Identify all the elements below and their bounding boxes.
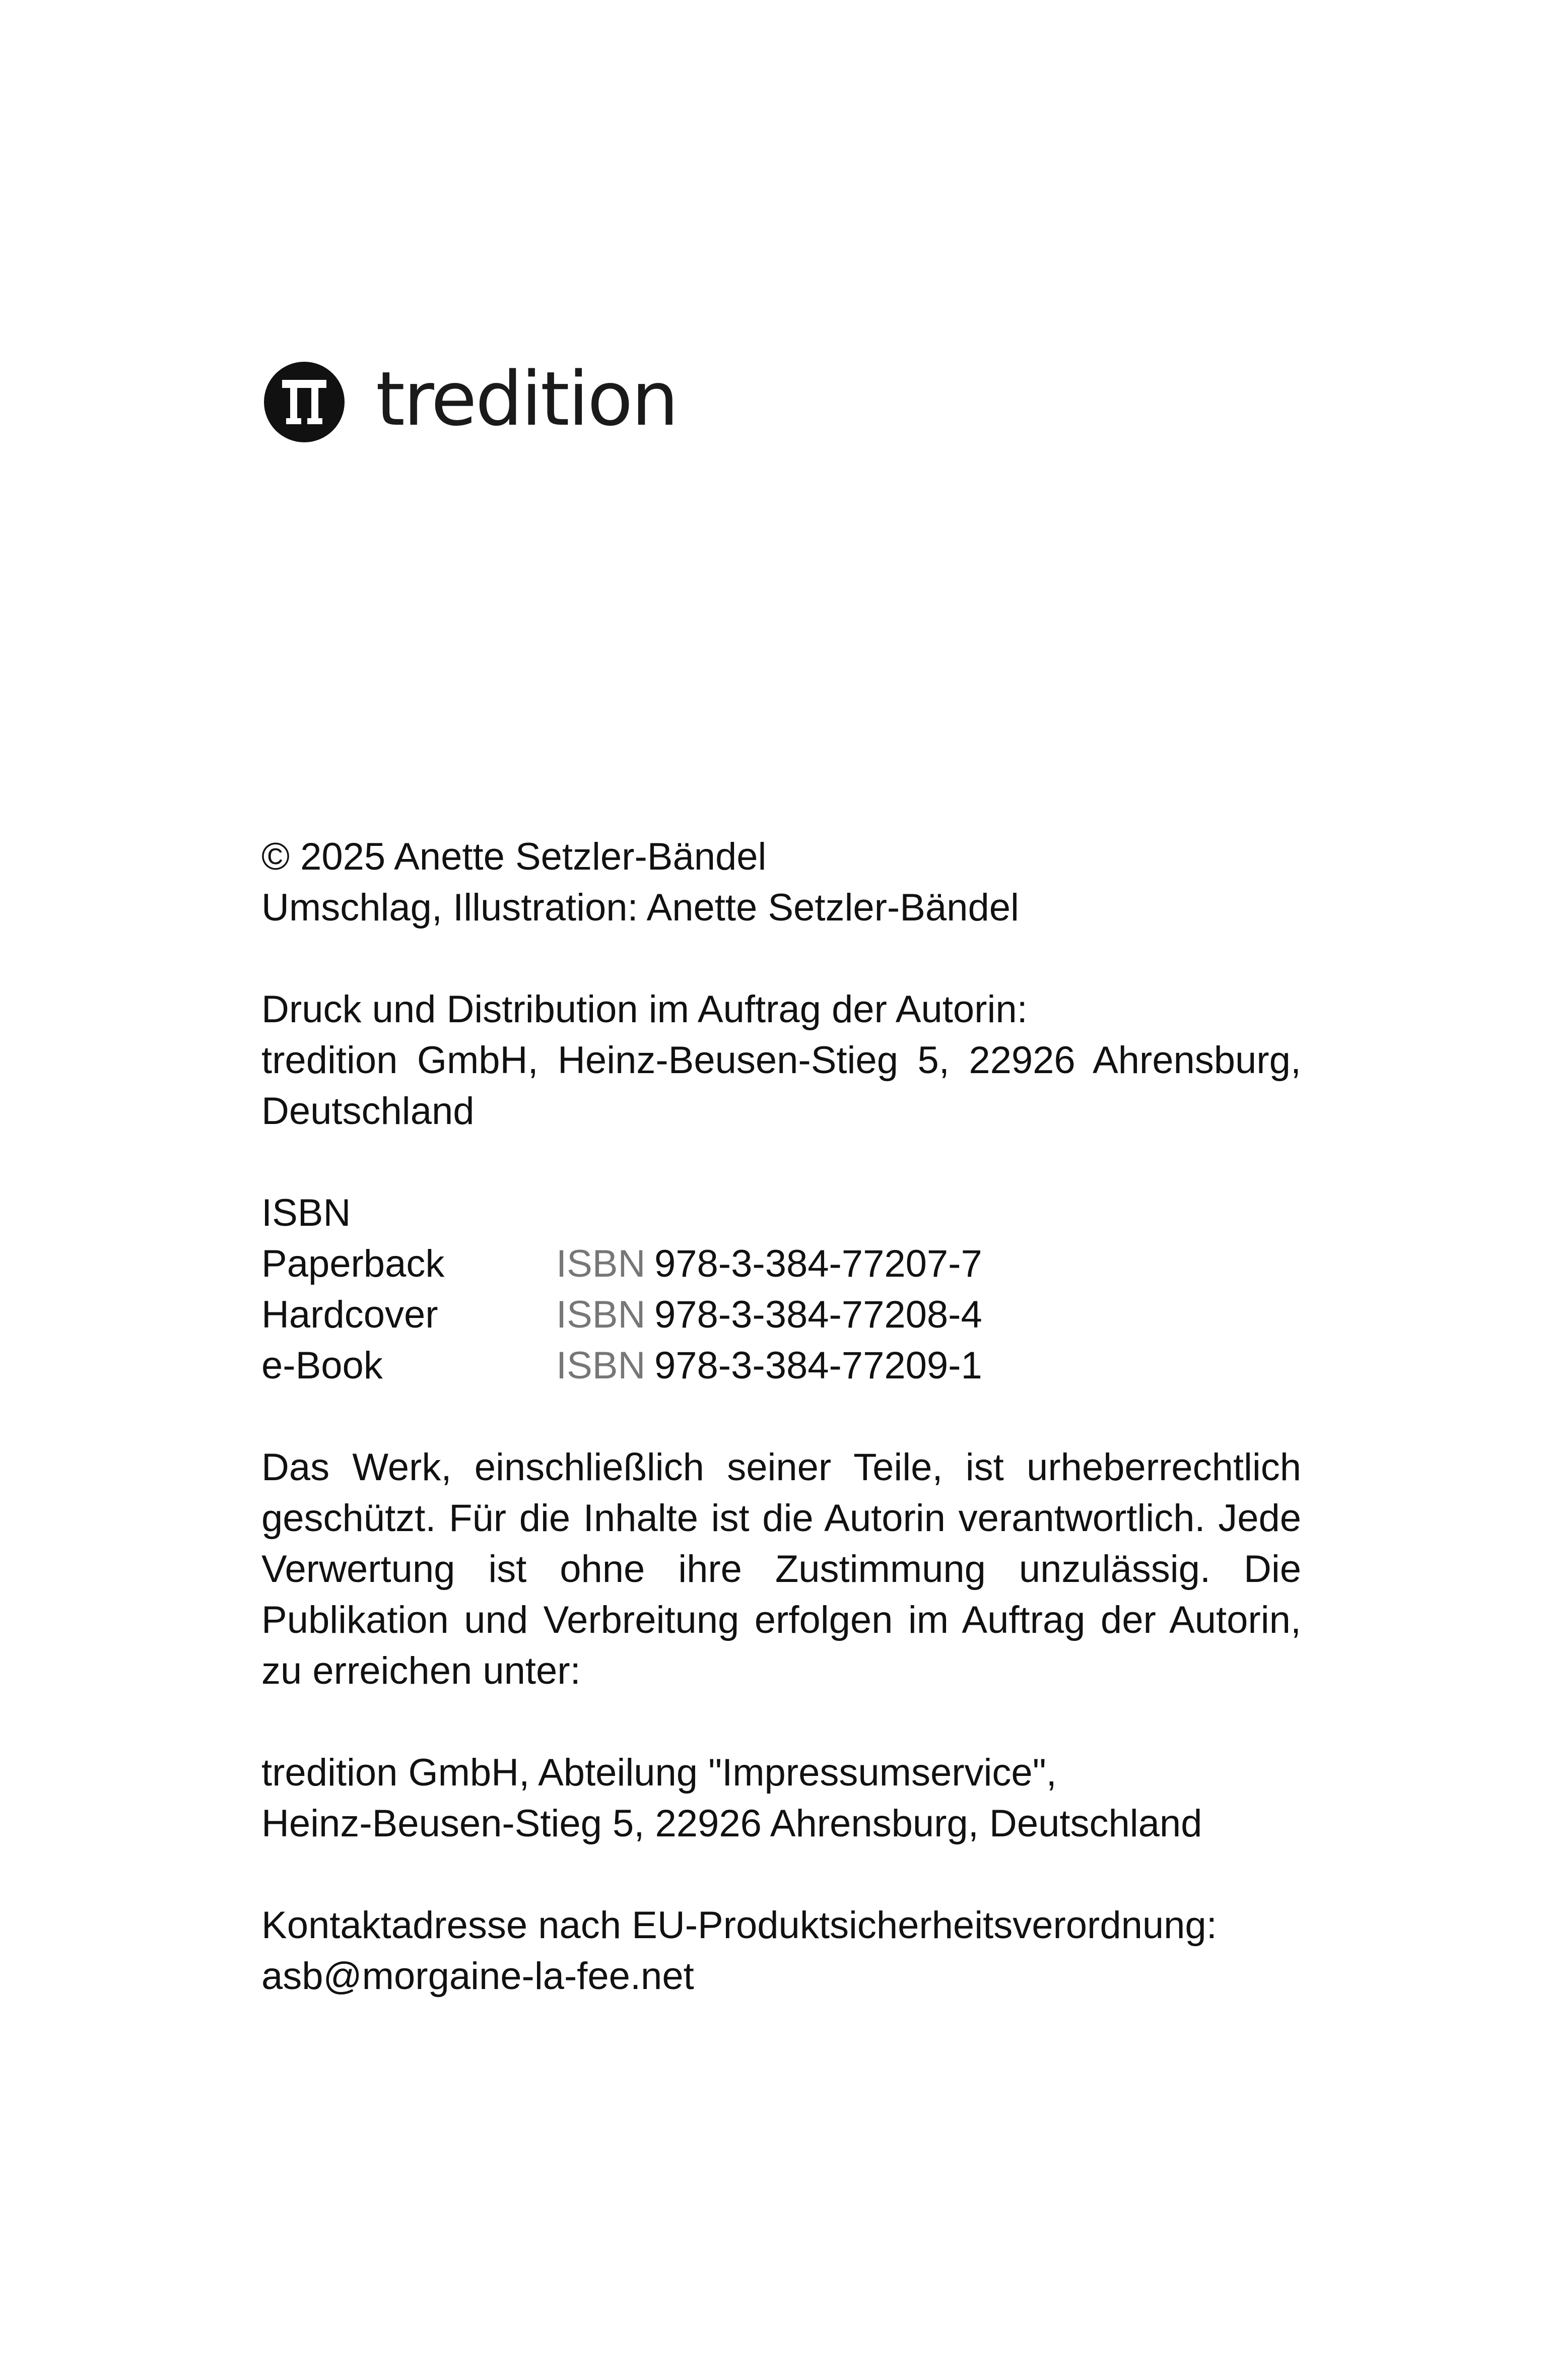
legal-line: geschützt. Für die Inhalte ist die Autorin verantwortlich. Jede (261, 1497, 1301, 1540)
isbn-row-hardcover (261, 1289, 1301, 1340)
isbn-type: Hardcover (261, 1293, 438, 1336)
isbn-prefix: ISBN (556, 1344, 646, 1387)
imprint-text (261, 831, 1301, 2002)
isbn-number: 978-3-384-77207-7 (654, 1242, 982, 1285)
legal-line: zu erreichen unter: (261, 1649, 581, 1692)
cover-credit: Umschlag, Illustration: Anette Setzler-Bändel (261, 886, 1019, 929)
legal-line: Verwertung ist ohne ihre Zustimmung unzulässig. Die (261, 1548, 1301, 1591)
isbn-prefix: ISBN (556, 1242, 646, 1285)
tredition-logo-icon (264, 362, 345, 442)
isbn-type: Paperback (261, 1242, 445, 1285)
distribution-intro: Druck und Distribution im Auftrag der Autorin: (261, 988, 1028, 1031)
contact-email: asb@morgaine-la-fee.net (261, 1955, 694, 1998)
contact-label: Kontaktadresse nach EU-Produktsicherheitsverordnung: (261, 1904, 1217, 1947)
distribution-address-line1: tredition GmbH, Heinz-Beusen-Stieg 5, 22926 Ahrensburg, (261, 1039, 1301, 1082)
isbn-number: 978-3-384-77209-1 (654, 1344, 982, 1387)
logo-wordmark: tredition (376, 356, 678, 442)
isbn-row-ebook (261, 1340, 1301, 1391)
isbn-number: 978-3-384-77208-4 (654, 1293, 982, 1336)
legal-line: Das Werk, einschließlich seiner Teile, ist urheberrechtlich (261, 1446, 1301, 1489)
copyright-line: © 2025 Anette Setzler-Bändel (261, 835, 767, 878)
publisher-logo (264, 356, 678, 442)
isbn-type: e-Book (261, 1344, 383, 1387)
legal-line: Publikation und Verbreitung erfolgen im Auftrag der Autorin, (261, 1599, 1301, 1641)
isbn-prefix: ISBN (556, 1293, 646, 1336)
service-address-line1: tredition GmbH, Abteilung "Impressumservice", (261, 1751, 1057, 1794)
isbn-row-paperback (261, 1238, 1301, 1289)
service-address-line2: Heinz-Beusen-Stieg 5, 22926 Ahrensburg, Deutschland (261, 1802, 1202, 1845)
distribution-address-line2: Deutschland (261, 1090, 475, 1133)
isbn-heading: ISBN (261, 1192, 351, 1234)
